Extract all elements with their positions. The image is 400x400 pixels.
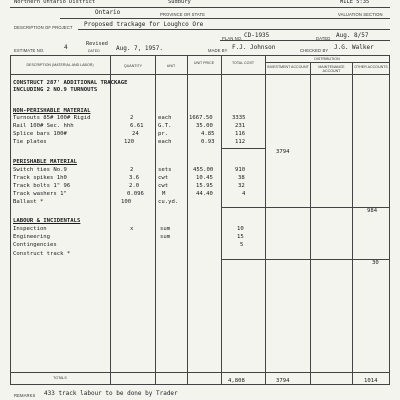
row-unit: pr. [158, 131, 169, 137]
description-label: DESCRIPTION OF PROJECT [14, 25, 73, 30]
checked-by-label: CHECKED BY [300, 48, 329, 53]
row-unit-price: 4.85 [201, 131, 215, 137]
col-header-quantity: QUANTITY [123, 64, 143, 68]
totals-total-cost: 4,808 [228, 378, 245, 384]
row-total: 15 [237, 234, 244, 240]
table-top-rule [10, 55, 390, 56]
row-quantity: 100 [121, 199, 132, 205]
non-perishable-subtotal-rule [221, 148, 265, 149]
row-total: 32 [238, 183, 245, 189]
col-border-qty [110, 55, 111, 384]
row-unit-price: 35.00 [196, 123, 213, 129]
row-unit-price: 1667.50 [189, 115, 213, 121]
table-bottom-rule [10, 384, 390, 385]
row-quantity: 24 [132, 131, 139, 137]
row-quantity: 2 [130, 167, 134, 173]
col-border-right [389, 55, 390, 384]
col-border-maintenance [310, 62, 311, 384]
dated-value: Aug. 8/57 [336, 32, 369, 39]
valuation-label: VALUATION SECTION [338, 12, 383, 17]
col-border-left [10, 55, 11, 384]
header-rule-4 [220, 40, 390, 41]
labour-other-total: 30 [372, 260, 379, 266]
row-quantity: 2.0 [129, 183, 140, 189]
row-unit: M [162, 191, 166, 197]
row-total: 231 [235, 123, 246, 129]
row-total: 38 [238, 175, 245, 181]
row-description: Ballast * [13, 199, 44, 205]
remarks-value: 433 track labour to be done by Trader [44, 390, 178, 397]
row-quantity: 6.61 [130, 123, 144, 129]
row-description: Rail 100# Sec. hhh [13, 123, 74, 129]
totals-investment: 3794 [276, 378, 290, 384]
row-total: 4 [242, 191, 246, 197]
row-total: 910 [235, 167, 246, 173]
row-unit-price: 15.95 [196, 183, 213, 189]
col-border-unit [155, 55, 156, 384]
row-description: Tie plates [13, 139, 47, 145]
row-unit-price: 0.93 [201, 139, 215, 145]
col-border-investment [265, 55, 266, 384]
row-description: Switch ties No.9 [13, 167, 67, 173]
dated-label: DATED [316, 36, 331, 41]
plan-label: PLAN NO. [222, 36, 243, 41]
estimate-value: 4 [64, 44, 68, 51]
header-rule-2 [60, 18, 390, 19]
row-quantity: 0.096 [127, 191, 144, 197]
row-description: Inspection [13, 226, 47, 232]
row-unit: sets [158, 167, 172, 173]
col-border-price [187, 55, 188, 384]
col-border-other [352, 62, 353, 384]
col-header-total-cost: TOTAL COST [231, 61, 255, 65]
col-header-distribution: DISTRIBUTION [314, 57, 340, 61]
division-value: Sudbury [168, 0, 191, 5]
row-quantity: x [130, 226, 134, 232]
row-unit: cwt [158, 183, 169, 189]
row-quantity: 120 [124, 139, 135, 145]
distribution-rule [265, 62, 390, 63]
row-quantity: 2 [130, 115, 134, 121]
row-unit-price: 10.45 [196, 175, 213, 181]
row-total: 3335 [232, 115, 246, 121]
col-header-investment: INVESTMENT ACCOUNT [267, 65, 309, 69]
description-value: Proposed trackage for Loughco Ore [84, 21, 204, 28]
plan-value: CD-1935 [244, 32, 270, 39]
row-description: Turnouts 85# 100# Rigid [13, 115, 91, 121]
row-total: 116 [235, 131, 246, 137]
row-unit-price: 455.00 [193, 167, 214, 173]
col-header-unit: UNIT [166, 64, 176, 68]
row-description: Splice bars 100# [13, 131, 67, 137]
row-unit: each [158, 115, 172, 121]
remarks-label: REMARKS [14, 393, 36, 398]
mile-value: MILE 5:35 [340, 0, 370, 5]
col-header-unit-price: UNIT PRICE [193, 61, 215, 65]
dated2-label: DATED [88, 49, 100, 53]
revised-label: Revised [86, 41, 108, 47]
col-header-description: DESCRIPTION (MATERIAL AND LABOR) [26, 63, 94, 67]
row-description: Track spikes 1h0 [13, 175, 67, 181]
section-title-line-1: CONSTRUCT 287' ADDITIONAL TRACKAGE [13, 80, 128, 86]
perishable-other-total: 984 [367, 208, 378, 214]
table-totals-rule [10, 372, 390, 373]
district-value: Northern Ontario District [14, 0, 96, 5]
col-header-maintenance: MAINTENANCE ACCOUNT [318, 65, 345, 74]
non-perishable-investment-total: 3794 [276, 149, 290, 155]
non-perishable-title: NON-PERISHABLE MATERIAL [13, 108, 91, 114]
estimate-label: ESTIMATE NO. [14, 48, 45, 53]
province-label: PROVINCE OR STATE [160, 12, 206, 17]
checked-by-value: J.G. Walker [334, 44, 374, 51]
header-rule-3 [78, 29, 390, 30]
totals-label: TOTALS [53, 376, 67, 380]
row-unit: G.T. [158, 123, 172, 129]
col-border-total [221, 55, 222, 384]
dated2-value: Aug. 7, 1957. [116, 45, 163, 52]
perishable-title: PERISHABLE MATERIAL [13, 159, 77, 165]
row-unit: cu.yd. [158, 199, 179, 205]
row-unit: sum [160, 226, 171, 232]
row-unit: cwt [158, 175, 169, 181]
row-total: 10 [237, 226, 244, 232]
row-description: Track bolts 1" 96 [13, 183, 71, 189]
made-by-label: MADE BY [208, 48, 228, 53]
row-description: Contingencies [13, 242, 57, 248]
row-unit: sum [160, 234, 171, 240]
totals-other: 1014 [364, 378, 378, 384]
province-value: Ontario [95, 9, 121, 16]
row-unit-price: 44.40 [196, 191, 213, 197]
labour-title: LABOUR & INCIDENTALS [13, 218, 81, 224]
row-description: Engineering [13, 234, 51, 240]
row-description: Track washers 1" [13, 191, 67, 197]
row-total: 112 [235, 139, 246, 145]
header-rule-1 [10, 7, 390, 8]
col-header-other: OTHER ACCOUNTS [354, 65, 388, 69]
perishable-subtotal-rule [221, 207, 389, 208]
row-unit: each [158, 139, 172, 145]
labour-subtotal-rule [221, 259, 389, 260]
row-total: 5 [240, 242, 244, 248]
row-description: Construct track * [13, 251, 71, 257]
section-title-line-2: INCLUDING 2 NO.9 TURNOUTS [13, 87, 98, 93]
table-header-rule [10, 74, 390, 75]
row-quantity: 3.6 [129, 175, 140, 181]
made-by-value: F.J. Johnson [232, 44, 276, 51]
